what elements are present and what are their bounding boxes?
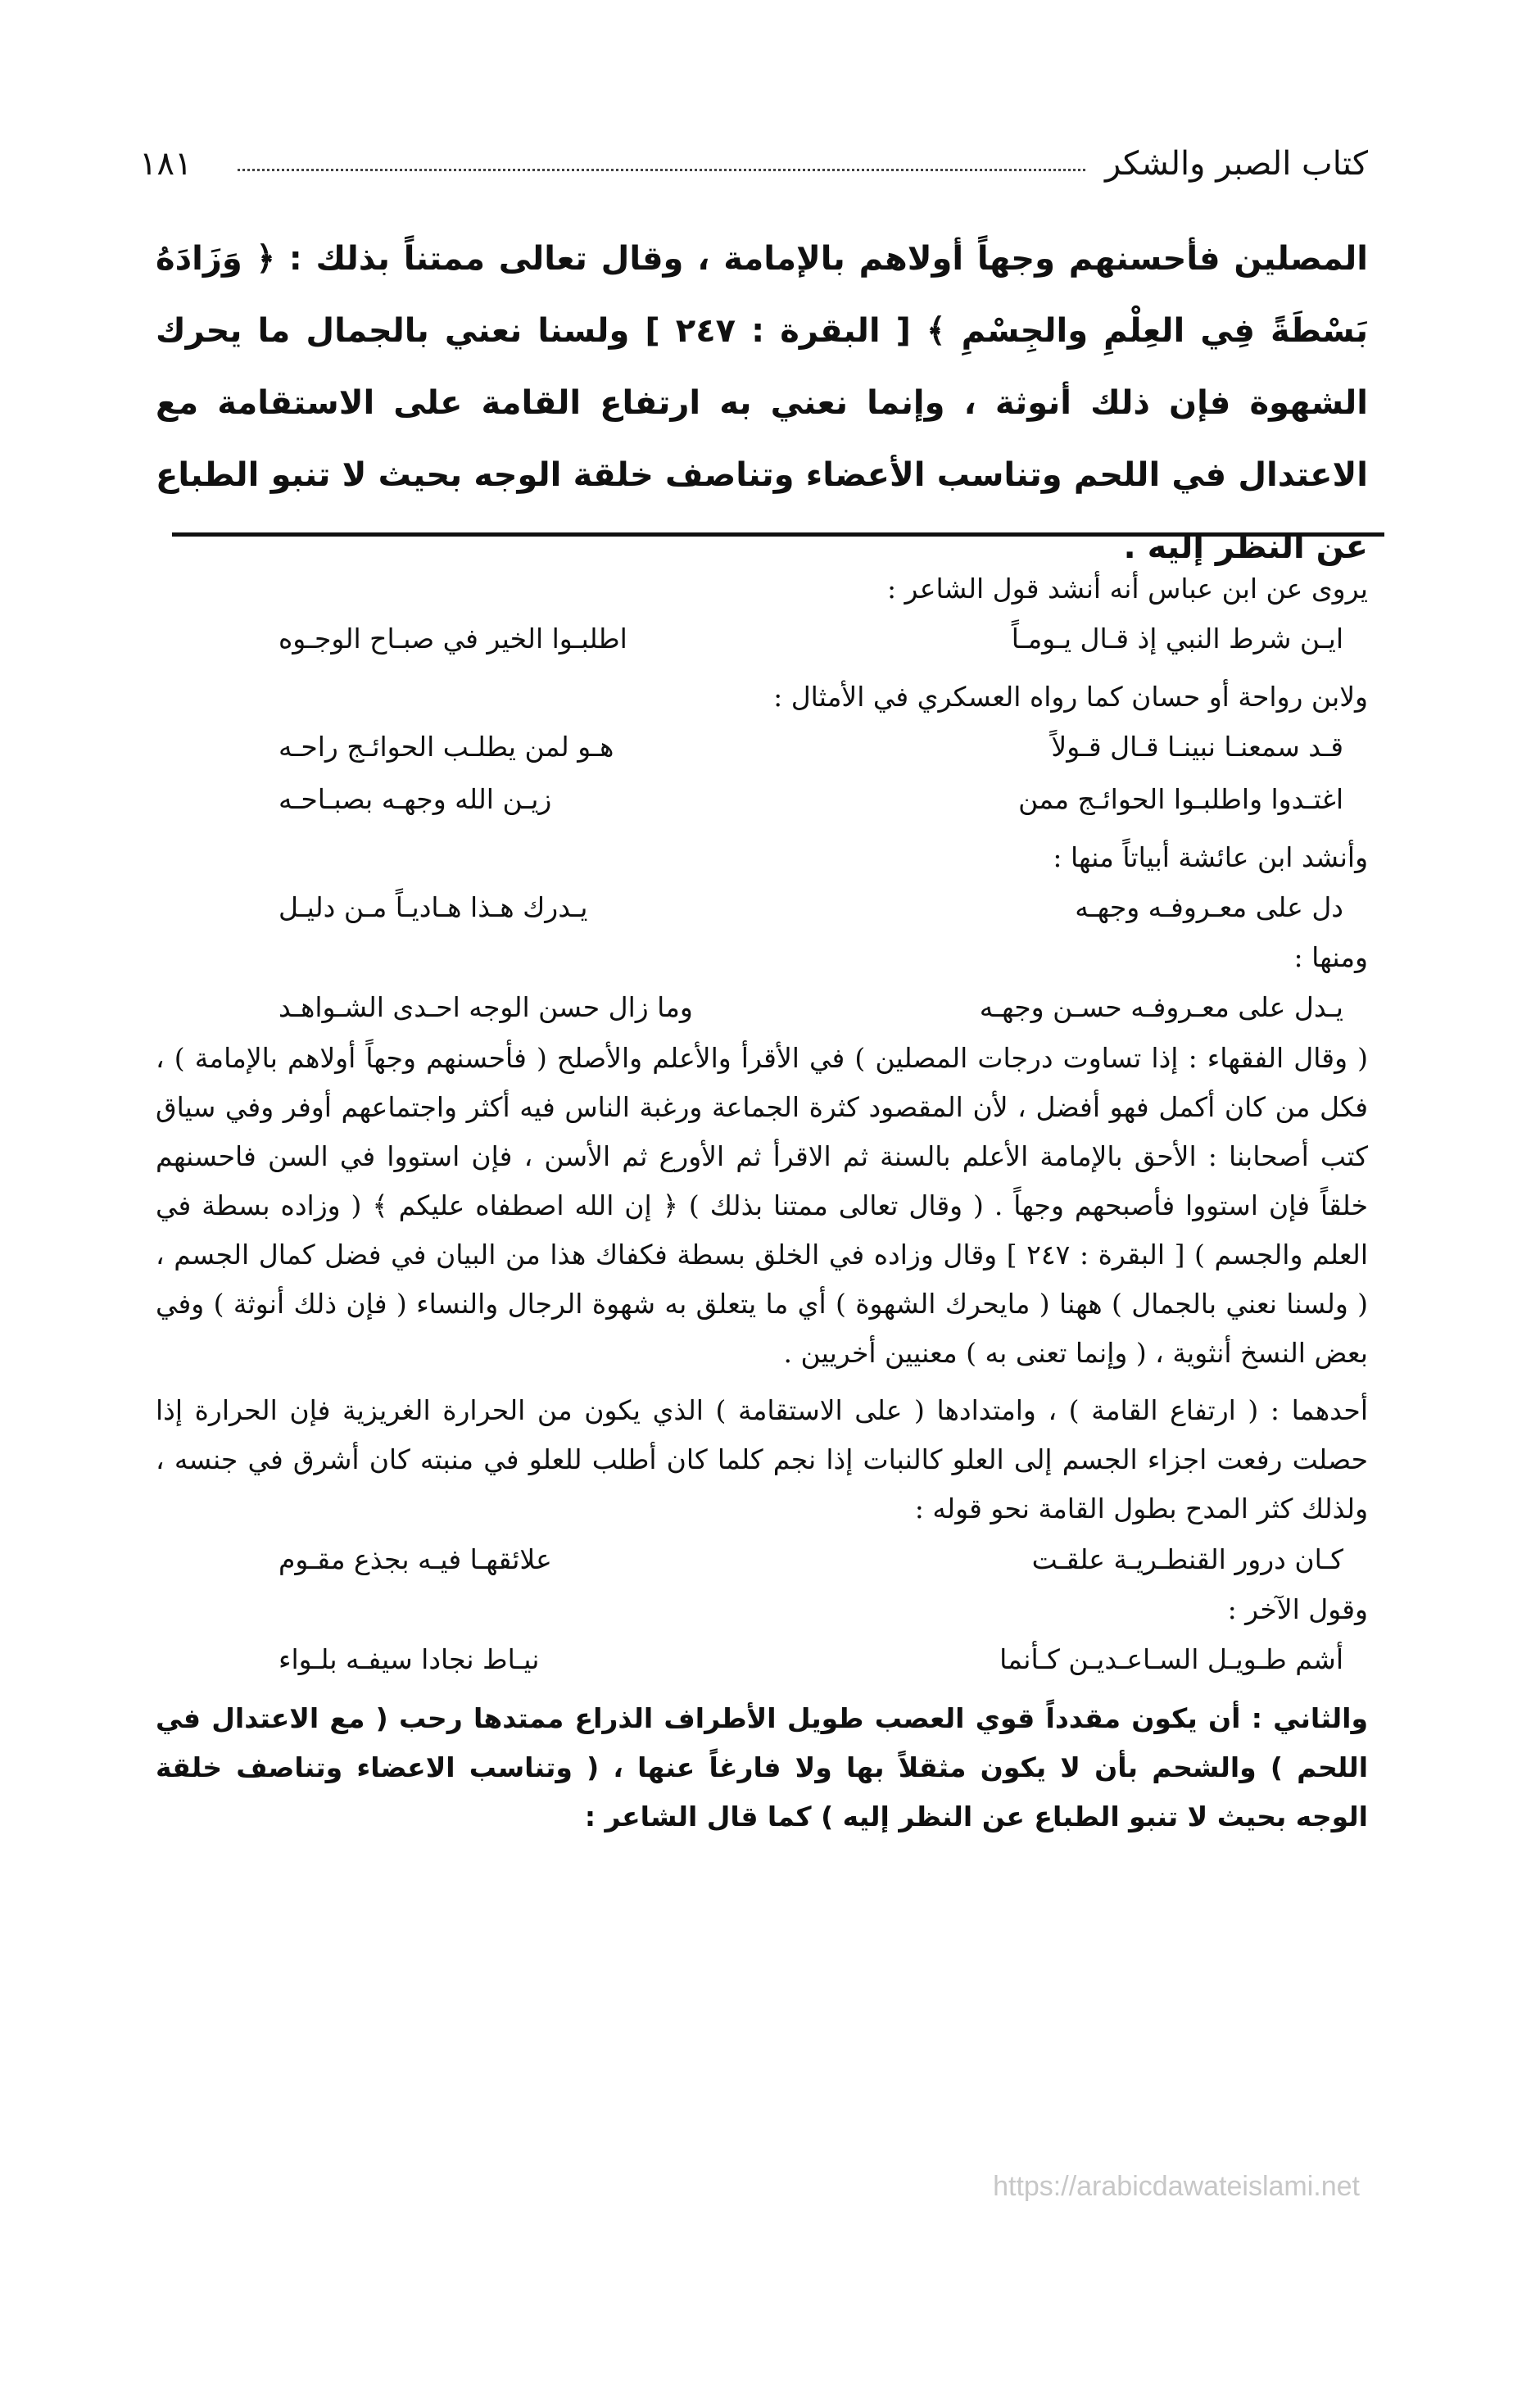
poetry-verse [279, 721, 1343, 773]
verse-second-hemistich: هـو لمن يطلـب الحوائـج راحـه [279, 731, 614, 763]
poetry-verse [279, 773, 1343, 826]
verse-first-hemistich: يـدل على معـروفـه حسـن وجهـه [979, 991, 1343, 1023]
poetry-verse [279, 613, 1343, 665]
verse-first-hemistich: ايـن شرط النبي إذ قـال يـومـاً [1011, 623, 1343, 655]
commentary-paragraph: والثاني : أن يكون مقدداً قوي العصب طويل الأطراف الذراع ممتدها رحب ( مع الاعتدال في اللحم ) والشحم بأن لا يكون مثقلاً بها ولا فارغاً عنها ، ( وتناسب الاعضاء وتناصف خلقة الوجه بحيث لا تنبو الطباع عن النظر إليه ) كما قال الشاعر : [156, 1702, 1368, 1833]
verse-second-hemistich: علائقهـا فيـه بجذع مقـوم [279, 1543, 552, 1575]
verse-second-hemistich: زيـن الله وجهـه بصبـاحـه [279, 783, 552, 815]
commentary-paragraph: ( وقال الفقهاء : إذا تساوت درجات المصلين ) في الأقرأ والأعلم والأصلح ( فأحسنهم وجهاً أولاهم بالإمامة ) ، فكل من كان أكمل فهو أفضل ، لأن المقصود كثرة الجماعة ورغبة الناس فيه أكثر واجتماعهم أوفر وفي سياق كتب أصحابنا : الأحق بالإمامة الأعلم بالسنة ثم الاقرأ ثم الأورع ثم الأسن ، فإن استووا في السن فاحسنهم خلقاً فإن استووا فأصبحهم وجهاً . ( وقال تعالى ممتنا بذلك ) ﴿ إن الله اصطفاه عليكم ﴾ ( وزاده بسطة في العلم والجسم ) [ البقرة : ٢٤٧ ] وقال وزاده في الخلق بسطة فكفاك هذا من البيان في فضل كمال الجسم ، ( ولسنا نعني بالجمال ) ههنا ( مايحرك الشهوة ) أي ما يتعلق به شهوة الرجال والنساء ( فإن ذلك أنوثة ) وفي بعض النسخ أنثوية ، ( وإنما تعنى به ) معنيين أخريين . [156, 1042, 1368, 1369]
verse-first-hemistich: دل على معـروفـه وجهـه [1075, 891, 1343, 923]
commentary-intro: وأنشد ابن عائشة أبياتاً منها : [1053, 841, 1368, 873]
verse-first-hemistich: قـد سمعنـا نبينـا قـال قـولاً [1051, 731, 1343, 763]
commentary-intro: يروى عن ابن عباس أنه أنشد قول الشاعر : [886, 573, 1368, 605]
book-title: كتاب الصبر والشكر [1105, 145, 1368, 183]
commentary-block [156, 565, 1368, 1842]
commentary-intro: وقول الآخر : [1227, 1593, 1368, 1625]
poetry-verse [279, 981, 1343, 1034]
commentary-intro: ولابن رواحة أو حسان كما رواه العسكري في الأمثال : [773, 681, 1368, 713]
separator-rule [172, 532, 1384, 537]
commentary-paragraph: أحدهما : ( ارتفاع القامة ) ، وامتدادها ( على الاستقامة ) الذي يكون من الحرارة الغريزية فإن الحرارة إذا حصلت رفعت اجزاء الجسم إلى العلو كالنبات إذا نجم كلما كان أطلب للعلو في منبته كان أشرق في جنسه ، ولذلك كثر المدح بطول القامة نحو قوله : [156, 1394, 1368, 1524]
poetry-verse [279, 1534, 1343, 1586]
header-dotted-leader [238, 169, 1085, 171]
main-paragraph: المصلين فأحسنهم وجهاً أولاهم بالإمامة ، وقال تعالى ممتناً بذلك : ﴿ وَزَادَهُ بَسْطَةً فِي العِلْمِ والجِسْمِ ﴾ [ البقرة : ٢٤٧ ] ولسنا نعني بالجمال ما يحرك الشهوة فإن ذلك أنوثة ، وإنما نعني به ارتفاع القامة على الاستقامة مع الاعتدال في اللحم وتناسب الأعضاء وتناصف خلقة الوجه بحيث لا تنبو الطباع عن النظر إليه . [156, 240, 1368, 566]
verse-second-hemistich: نيـاط نجادا سيفـه بلـواء [279, 1643, 540, 1675]
poetry-verse [279, 1633, 1343, 1686]
verse-first-hemistich: كـان درور القنطـريـة علقـت [1031, 1543, 1343, 1575]
main-text-block [156, 223, 1368, 583]
commentary-intro: ومنها : [1293, 941, 1368, 973]
verse-second-hemistich: وما زال حسن الوجه احـدى الشـواهـد [279, 991, 693, 1023]
verse-first-hemistich: أشم طـويـل السـاعـديـن كـأنما [999, 1643, 1343, 1675]
verse-first-hemistich: اغتـدوا واطلبـوا الحوائـج ممن [1018, 783, 1343, 815]
poetry-verse [279, 881, 1343, 934]
running-header [139, 139, 1368, 188]
verse-second-hemistich: اطلبـوا الخير في صبـاح الوجـوه [279, 623, 627, 655]
verse-second-hemistich: يـدرك هـذا هـاديـاً مـن دليـل [279, 891, 588, 923]
source-watermark: https://arabicdawateislami.net [993, 2171, 1360, 2202]
page-number: ١٨١ [139, 145, 192, 183]
